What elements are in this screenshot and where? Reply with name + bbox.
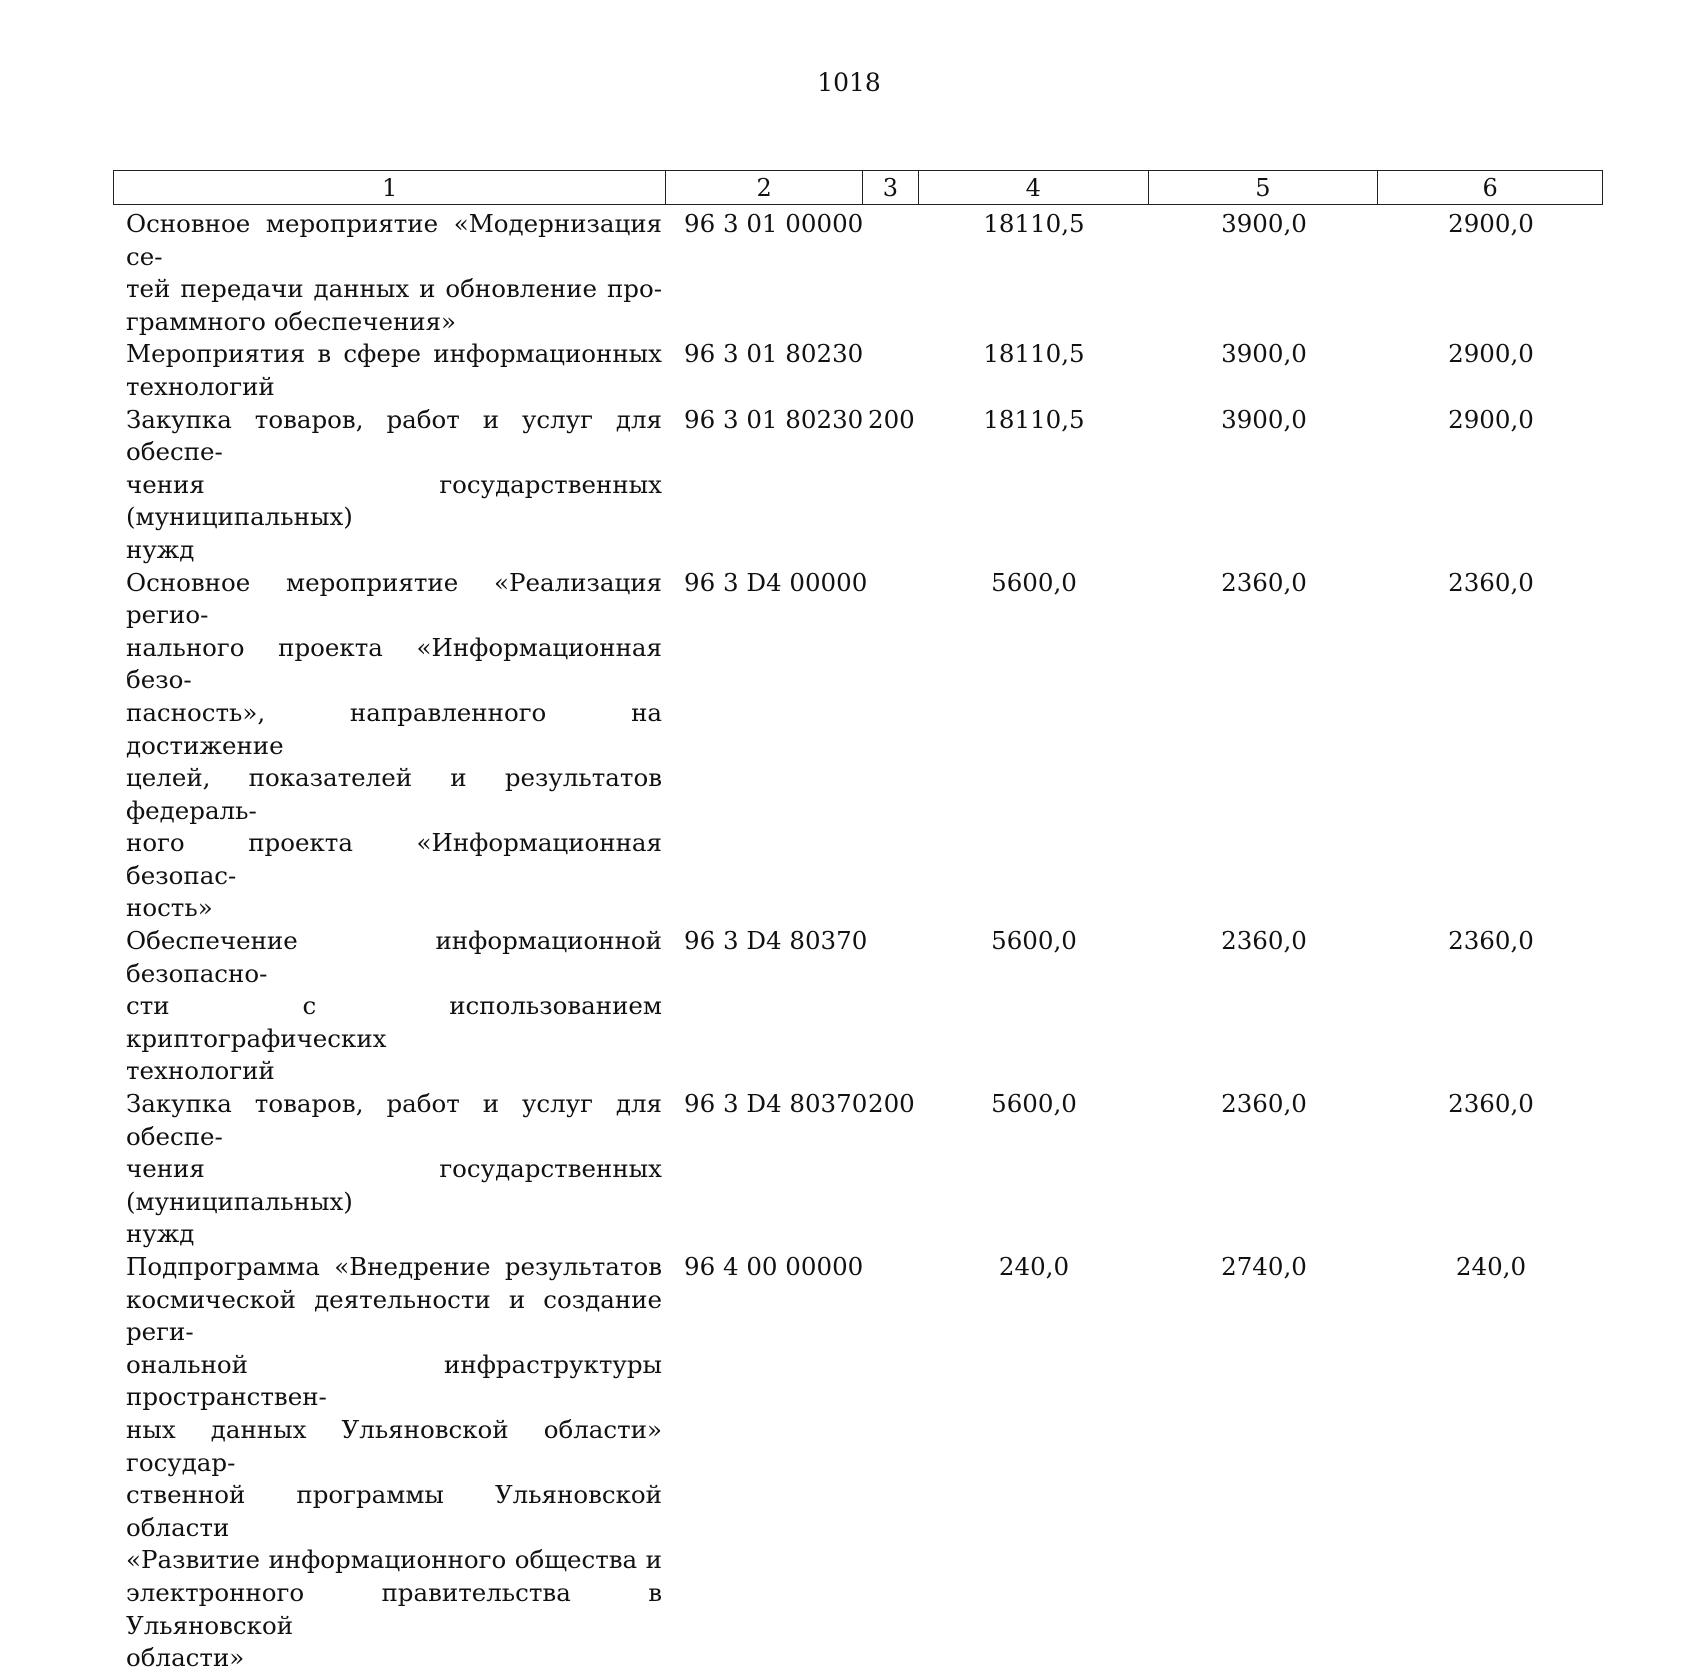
row-value-6: 2900,0 bbox=[1448, 209, 1534, 238]
row-name-line: Основное мероприятие «Реализация регио- bbox=[126, 567, 662, 630]
row-value-6: 240,0 bbox=[1455, 1252, 1527, 1281]
row-value-4: 5600,0 bbox=[991, 1089, 1077, 1119]
row-name bbox=[113, 1251, 666, 1675]
row-name-line: нужд bbox=[126, 1219, 195, 1249]
row-name bbox=[113, 208, 666, 338]
row-value-4: 5600,0 bbox=[991, 567, 1077, 597]
row-name-line: «Развитие информационного общества и bbox=[126, 1545, 662, 1575]
row-name-line: целей, показателей и результатов федераль- bbox=[126, 763, 662, 825]
row-value-4: 18110,5 bbox=[983, 209, 1085, 238]
column-header-5: 5 bbox=[1149, 171, 1379, 204]
row-name-line: Закупка товаров, работ и услуг для обеспе- bbox=[126, 404, 662, 467]
row-name bbox=[113, 567, 666, 926]
row-code: 96 3 D4 00000 bbox=[684, 567, 868, 597]
row-name bbox=[113, 404, 666, 567]
row-expense-type: 200 bbox=[868, 404, 915, 434]
table-row bbox=[113, 567, 1603, 926]
row-name-line: пасность», направленного на достижение bbox=[126, 697, 662, 760]
row-value-4: 18110,5 bbox=[983, 339, 1085, 369]
row-name-line: области» bbox=[126, 1643, 245, 1673]
column-header-1: 1 bbox=[114, 171, 666, 204]
row-code: 96 3 01 80230 bbox=[684, 404, 864, 434]
column-header-3: 3 bbox=[863, 171, 919, 204]
row-value-5: 3900,0 bbox=[1221, 404, 1307, 434]
row-value-4: 5600,0 bbox=[991, 926, 1077, 956]
row-name-line: граммного обеспечения» bbox=[126, 306, 457, 336]
table-header-row bbox=[113, 170, 1603, 205]
row-name bbox=[113, 338, 666, 403]
row-name-line: Мероприятия в сфере информационных bbox=[126, 339, 662, 369]
table-row bbox=[113, 404, 1603, 567]
row-code: 96 4 00 00000 bbox=[684, 1252, 864, 1281]
row-value-5: 3900,0 bbox=[1221, 209, 1307, 238]
table-body bbox=[113, 208, 1603, 1675]
row-code: 96 3 D4 80370 bbox=[684, 1089, 868, 1119]
row-name-line: нужд bbox=[126, 534, 195, 564]
row-expense-type bbox=[863, 338, 919, 403]
row-expense-type bbox=[863, 925, 919, 1088]
row-value-6: 2360,0 bbox=[1448, 567, 1534, 597]
row-name bbox=[113, 1088, 666, 1251]
row-name-line: нального проекта «Информационная безо- bbox=[126, 632, 662, 695]
page-number: 1018 bbox=[817, 68, 881, 97]
row-name-line: сти с использованием криптографических bbox=[126, 991, 662, 1053]
row-name-line: технологий bbox=[126, 1056, 275, 1086]
row-name-line: Обеспечение информационной безопасно- bbox=[126, 926, 662, 988]
row-name-line: Закупка товаров, работ и услуг для обеспе- bbox=[126, 1089, 662, 1151]
row-value-6: 2900,0 bbox=[1448, 404, 1534, 434]
row-name-line: ного проекта «Информационная безопас- bbox=[126, 828, 662, 890]
row-name bbox=[113, 925, 666, 1088]
table-row bbox=[113, 1251, 1603, 1675]
row-expense-type bbox=[863, 567, 919, 926]
table-row bbox=[113, 338, 1603, 403]
row-code: 96 3 D4 80370 bbox=[684, 926, 868, 956]
row-value-5: 2360,0 bbox=[1221, 1089, 1307, 1119]
row-value-5: 2360,0 bbox=[1221, 926, 1307, 956]
row-name-line: Подпрограмма «Внедрение результатов bbox=[126, 1252, 662, 1281]
row-value-4: 18110,5 bbox=[983, 404, 1085, 434]
row-name-line: технологий bbox=[126, 371, 275, 401]
row-code: 96 3 01 00000 bbox=[684, 209, 864, 238]
row-value-6: 2360,0 bbox=[1448, 926, 1534, 956]
table-row bbox=[113, 925, 1603, 1088]
row-value-5: 2740,0 bbox=[1221, 1252, 1307, 1281]
row-name-line: ональной инфраструктуры пространствен- bbox=[126, 1349, 662, 1412]
table-row bbox=[113, 1088, 1603, 1251]
row-value-4: 240,0 bbox=[998, 1252, 1070, 1281]
row-name-line: чения государственных (муниципальных) bbox=[126, 1154, 662, 1216]
row-value-5: 3900,0 bbox=[1221, 339, 1307, 369]
row-expense-type: 200 bbox=[868, 1089, 915, 1119]
row-value-6: 2900,0 bbox=[1448, 339, 1534, 369]
row-value-6: 2360,0 bbox=[1448, 1089, 1534, 1119]
row-expense-type bbox=[863, 208, 919, 338]
row-name-line: ность» bbox=[126, 893, 213, 923]
column-header-4: 4 bbox=[919, 171, 1149, 204]
table-row bbox=[113, 208, 1603, 338]
column-header-2: 2 bbox=[666, 171, 863, 204]
row-name-line: тей передачи данных и обновление про- bbox=[126, 274, 662, 304]
column-header-6: 6 bbox=[1482, 174, 1498, 202]
row-code: 96 3 01 80230 bbox=[684, 339, 864, 369]
row-name-line: ственной программы Ульяновской области bbox=[126, 1480, 662, 1542]
row-name-line: электронного правительства в Ульяновской bbox=[126, 1577, 662, 1640]
row-value-5: 2360,0 bbox=[1221, 567, 1307, 597]
row-name-line: Основное мероприятие «Модернизация се- bbox=[126, 209, 662, 271]
row-expense-type bbox=[863, 1251, 919, 1675]
row-name-line: космической деятельности и создание реги- bbox=[126, 1284, 662, 1347]
row-name-line: ных данных Ульяновской области» государ- bbox=[126, 1414, 662, 1477]
row-name-line: чения государственных (муниципальных) bbox=[126, 469, 662, 532]
